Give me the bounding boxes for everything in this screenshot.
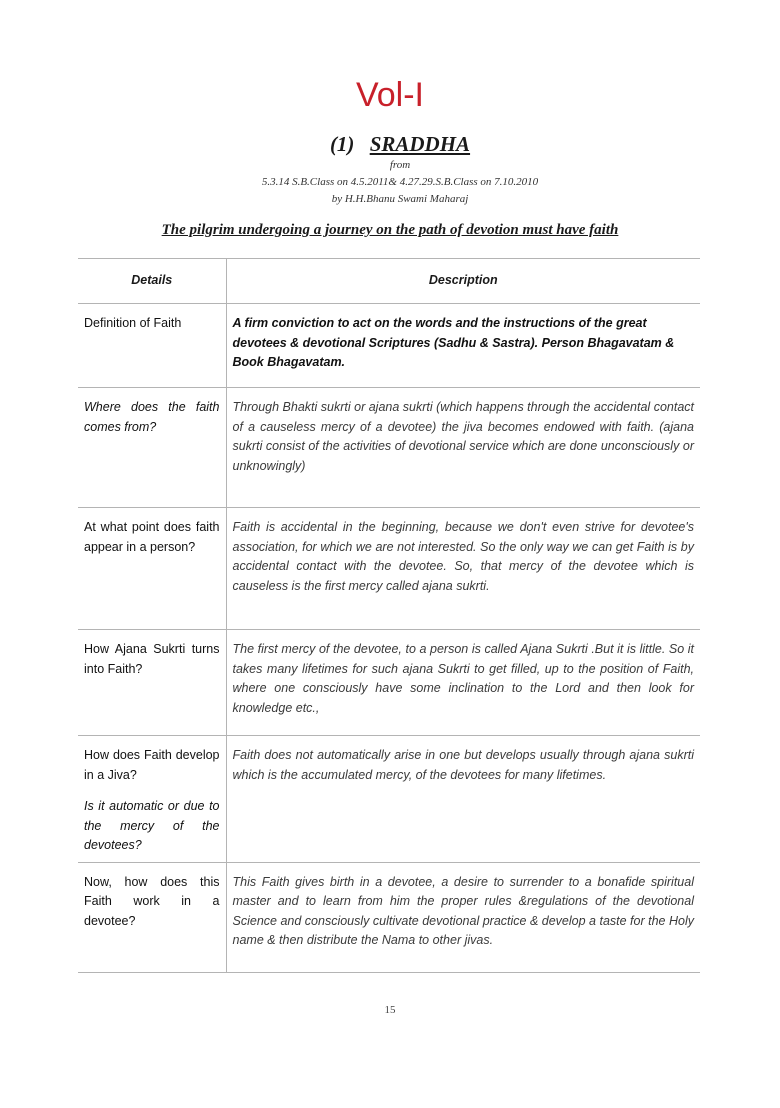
volume-heading: Vol-I [355, 76, 425, 114]
row-question: Definition of Faith [78, 304, 226, 388]
row-answer: Faith is accidental in the beginning, because we don't even strive for devotee's association, for which we are not interested. So the only way we can get Faith is by accidental contact with the devotee. So, that mercy of the devotee which is causeless is the first mercy called ajana sukrti. [226, 508, 700, 630]
subtitle: The pilgrim undergoing a journey on the path of devotion must have faith [161, 222, 619, 238]
source-line: 5.3.14 S.B.Class on 4.5.2011& 4.27.29.S.B.Class on 7.10.2010 [261, 176, 539, 188]
faith-details-table [78, 258, 700, 973]
chapter-title-text: SRADDHA [369, 132, 471, 156]
row-question: How does Faith develop in a Jiva? [84, 748, 220, 782]
row-answer: Through Bhakti sukrti or ajana sukrti (which happens through the accidental contact of a causeless mercy of a devotee) the jiva becomes endowed with faith. (ajana sukrti consist of the activities of devotional service which are done unconsciously or unknowingly) [226, 388, 700, 508]
chapter-title [0, 132, 780, 157]
row-question-cell [78, 736, 226, 863]
table-row [78, 862, 700, 972]
row-question-extra: Is it automatic or due to the mercy of the devotees? [84, 799, 220, 852]
row-question: Where does the faith comes from? [78, 388, 226, 508]
row-answer: This Faith gives birth in a devotee, a desire to surrender to a bonafide spiritual master and to learn from him the proper rules &regulations of the devotional Science and consciously cultivate devotional practice & develop a taste for the Holy name & then distribute the Nama to other jivas. [226, 862, 700, 972]
author-line: by H.H.Bhanu Swami Maharaj [331, 193, 469, 205]
row-answer: A firm conviction to act on the words and the instructions of the great devotees & devotional Scriptures (Sadhu & Sastra). Person Bhagavatam & Book Bhagavatam. [226, 304, 700, 388]
row-answer: Faith does not automatically arise in one but develops usually through ajana sukrti which is the accumulated mercy, of the devotees for many lifetimes. [226, 736, 700, 863]
row-question: How Ajana Sukrti turns into Faith? [78, 630, 226, 736]
table-row [78, 630, 700, 736]
table-row [78, 304, 700, 388]
column-header-description: Description [226, 259, 700, 304]
table-header-row [78, 259, 700, 304]
page-number: 15 [384, 1004, 396, 1016]
from-label: from [389, 159, 411, 171]
table-row [78, 388, 700, 508]
column-header-details: Details [78, 259, 226, 304]
table-row [78, 508, 700, 630]
chapter-number: (1) [329, 132, 355, 156]
row-question: Now, how does this Faith work in a devotee? [78, 862, 226, 972]
row-answer: The first mercy of the devotee, to a person is called Ajana Sukrti .But it is little. So it takes many lifetimes for such ajana Sukrti to get filled, up to the position of Faith, where one consciously have some inclination to the Lord and then look for knowledge etc., [226, 630, 700, 736]
row-question: At what point does faith appear in a person? [78, 508, 226, 630]
table-row [78, 736, 700, 863]
